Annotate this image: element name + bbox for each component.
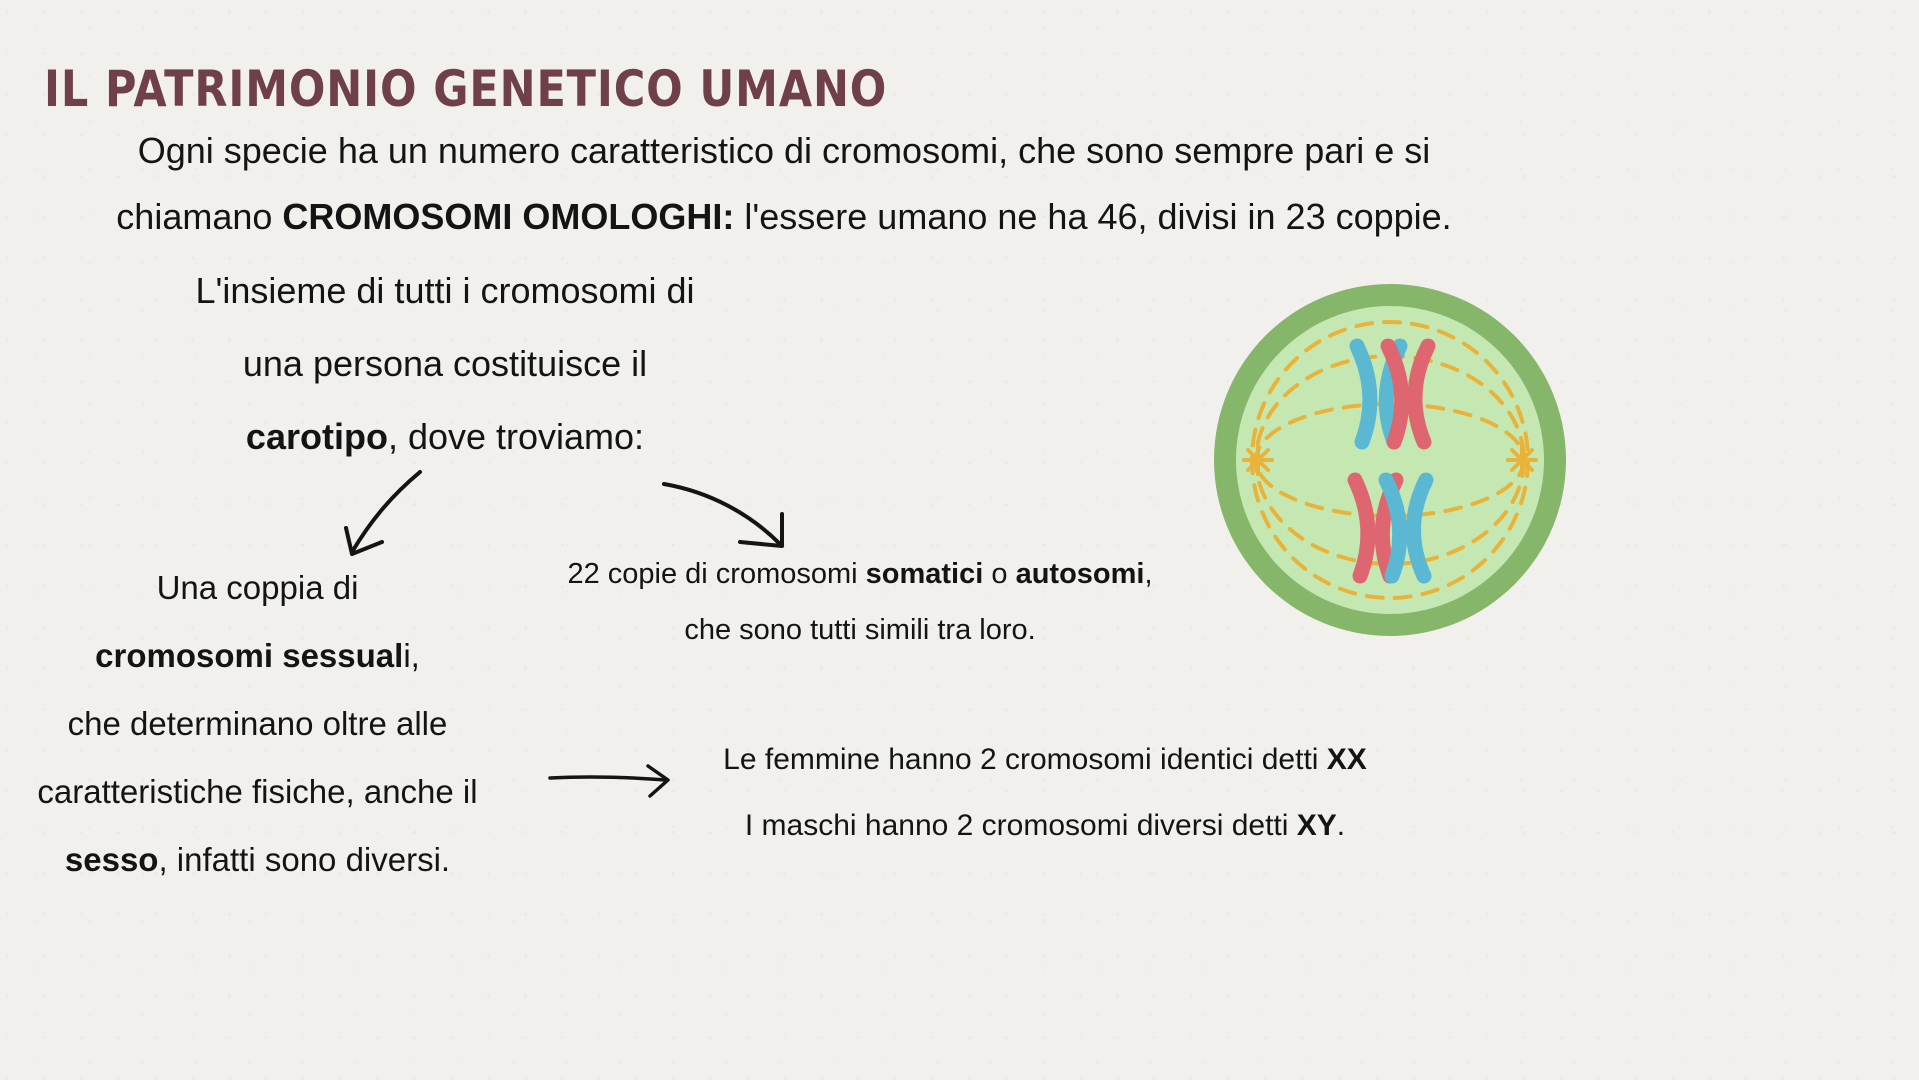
homologous-chromosomes-term: CROMOSOMI OMOLOGHI: [282, 196, 735, 237]
xy-term: XY [1296, 809, 1337, 842]
intro-line-2 [0, 196, 1568, 238]
male-text: . [1336, 809, 1346, 842]
sexual-text: i, [403, 637, 420, 674]
karyotype-term: carotipo [245, 416, 388, 457]
cell-illustration [1212, 282, 1568, 640]
left-arrow-shaft [352, 472, 420, 552]
sexual-text: , infatti sono diversi. [158, 841, 451, 878]
karyotype-text: , dove troviamo: [387, 416, 645, 457]
somatic-term: somatici [865, 558, 984, 590]
right-centrosome [1508, 446, 1536, 474]
somatic-line-2: che sono tutti simili tra loro. [684, 614, 1036, 646]
autosomes-term: autosomi [1015, 558, 1145, 590]
somatic-text: 22 copie di cromosomi [567, 558, 866, 590]
upper-chromosome-pair [1357, 346, 1428, 442]
left-centrosome [1244, 446, 1272, 474]
female-text: Le femmine hanno 2 cromosomi identici detti [723, 743, 1327, 776]
branch-arrows [330, 462, 810, 562]
intro-text: chiamano [116, 196, 283, 237]
xx-term: XX [1326, 743, 1367, 776]
intro-text: l'essere umano ne ha 46, divisi in 23 coppie. [734, 196, 1452, 237]
sexual-line-3: che determinano oltre alle [67, 705, 448, 742]
sexual-line-5 [0, 841, 515, 879]
female-line [640, 743, 1450, 777]
somatic-text: , [1144, 558, 1153, 590]
sex-arrow-shaft [550, 777, 666, 780]
somatic-text: o [983, 558, 1016, 590]
page-title: IL PATRIMONIO GENETICO UMANO [44, 60, 888, 118]
sexual-line-1: Una coppia di [156, 569, 359, 606]
male-line [640, 809, 1450, 843]
sexual-line-2 [0, 637, 515, 675]
sexual-line-4: caratteristiche fisiche, anche il [37, 773, 478, 810]
male-text: I maschi hanno 2 cromosomi diversi detti [744, 809, 1297, 842]
karyotype-line-3 [80, 416, 810, 458]
karyotype-line-2: una persona costituisce il [242, 343, 648, 384]
right-arrow-shaft [664, 484, 780, 544]
karyotype-line-1: L'insieme di tutti i cromosomi di [195, 270, 695, 311]
sexual-chromosomes-term: cromosomi sessual [95, 637, 404, 674]
intro-line-1: Ogni specie ha un numero caratteristico di cromosomi, che sono sempre pari e si [137, 130, 1431, 171]
sex-term: sesso [64, 841, 159, 878]
somatic-line-1 [470, 558, 1250, 591]
